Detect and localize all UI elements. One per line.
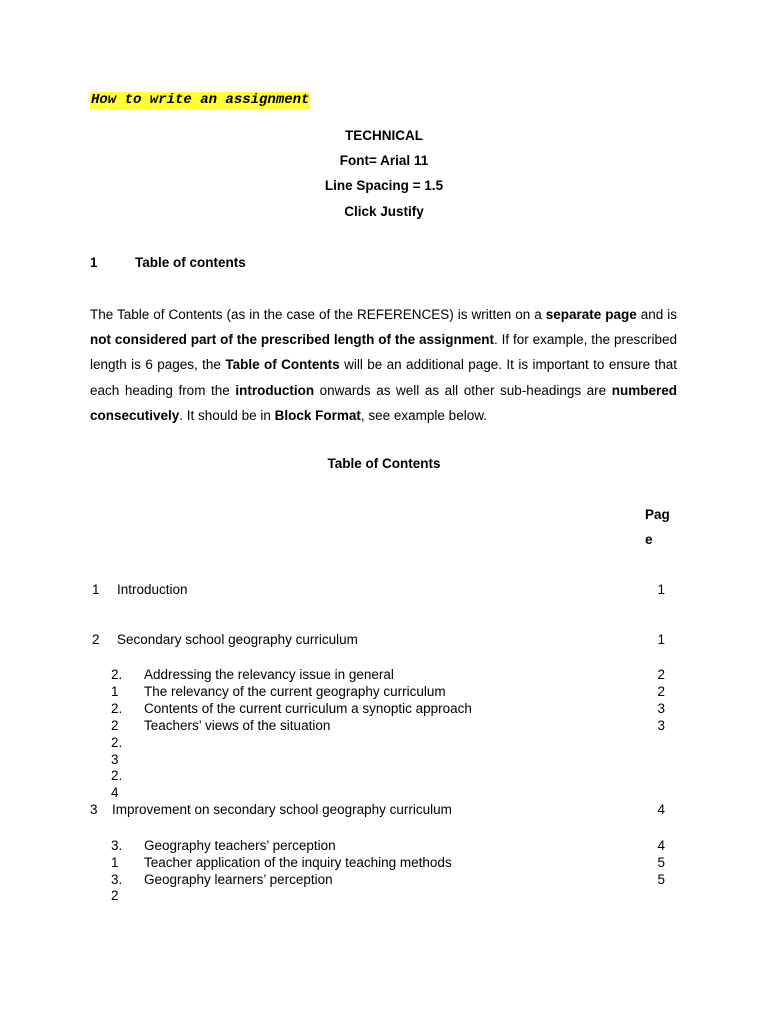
toc-sub-num: 2 xyxy=(111,718,119,733)
para-bold-1: separate page xyxy=(545,307,637,322)
toc-entry-page: 4 xyxy=(657,802,665,817)
toc-sub-label: Contents of the current curriculum a synoptic approach xyxy=(144,701,472,716)
toc-page-column-b: e xyxy=(645,532,653,547)
toc-page-column-a: Pag xyxy=(645,507,670,522)
para-bold-2: not considered part of the prescribed length of the assignment xyxy=(90,332,494,348)
para-text-5: onwards as well as all other sub-headings are xyxy=(314,382,612,398)
toc-sub-label: Geography teachers’ perception xyxy=(144,838,336,853)
toc-sub-label: Teacher application of the inquiry teaching methods xyxy=(144,855,452,870)
para-bold-3: Table of Contents xyxy=(225,357,340,373)
technical-spacing: Line Spacing = 1.5 xyxy=(324,178,444,193)
para-text-3: . If for example, the prescribed length is 6 pages, the xyxy=(90,332,677,373)
toc-entry-num: 1 xyxy=(92,582,100,597)
toc-sub-label: Geography learners’ perception xyxy=(144,872,333,887)
toc-sub-page: 4 xyxy=(657,838,665,853)
toc-sub-page: 2 xyxy=(657,667,665,682)
toc-entry-page: 1 xyxy=(657,632,665,647)
technical-justify: Click Justify xyxy=(344,204,424,219)
toc-entry-label: Improvement on secondary school geography curriculum xyxy=(112,802,452,817)
para-bold-5: numbered consecutively xyxy=(90,382,678,423)
toc-sub-page: 5 xyxy=(657,872,665,887)
technical-font: Font= Arial 11 xyxy=(339,153,429,168)
para-bold-4: introduction xyxy=(235,382,315,398)
toc-sub-num: 1 xyxy=(111,855,119,870)
toc-heading: Table of Contents xyxy=(327,456,441,471)
toc-entry-num: 3 xyxy=(90,802,98,817)
toc-sub-num: 4 xyxy=(111,785,119,800)
toc-sub-num: 2. xyxy=(111,667,123,682)
para-text-4: will be an additional page. It is important to ensure that each heading from the xyxy=(90,357,678,398)
toc-entry-num: 2 xyxy=(92,632,100,647)
toc-sub-label: Teachers’ views of the situation xyxy=(144,718,331,733)
toc-sub-page: 2 xyxy=(657,684,665,699)
toc-entry-page: 1 xyxy=(657,582,665,597)
para-bold-6: Block Format xyxy=(274,407,361,423)
toc-sub-num: 2. xyxy=(111,735,123,750)
toc-sub-label: The relevancy of the current geography curriculum xyxy=(144,684,446,699)
para-text-2: and is xyxy=(636,307,677,322)
section-heading: Table of contents xyxy=(135,255,246,270)
para-text-1: The Table of Contents (as in the case of the REFERENCES) is written on a xyxy=(90,307,546,322)
section-number: 1 xyxy=(90,255,98,270)
toc-sub-num: 1 xyxy=(111,684,119,699)
toc-sub-num: 3 xyxy=(111,752,119,767)
toc-sub-num: 2. xyxy=(111,701,123,716)
document-title: How to write an assignment xyxy=(91,92,310,108)
toc-sub-page: 3 xyxy=(657,701,665,716)
toc-sub-num: 3. xyxy=(111,872,123,887)
toc-sub-num: 2 xyxy=(111,888,119,903)
toc-sub-label: Addressing the relevancy issue in general xyxy=(144,667,394,682)
toc-sub-page: 3 xyxy=(657,718,665,733)
technical-heading: TECHNICAL xyxy=(345,128,423,143)
toc-sub-page: 5 xyxy=(657,855,665,870)
para-text-6: . It should be in xyxy=(179,407,275,423)
toc-entry-label: Secondary school geography curriculum xyxy=(117,632,358,647)
toc-sub-num: 2. xyxy=(111,768,123,783)
para-text-7: , see example below. xyxy=(360,407,487,423)
toc-description-paragraph xyxy=(90,302,677,428)
toc-sub-num: 3. xyxy=(111,838,123,853)
toc-entry-label: Introduction xyxy=(117,582,188,597)
